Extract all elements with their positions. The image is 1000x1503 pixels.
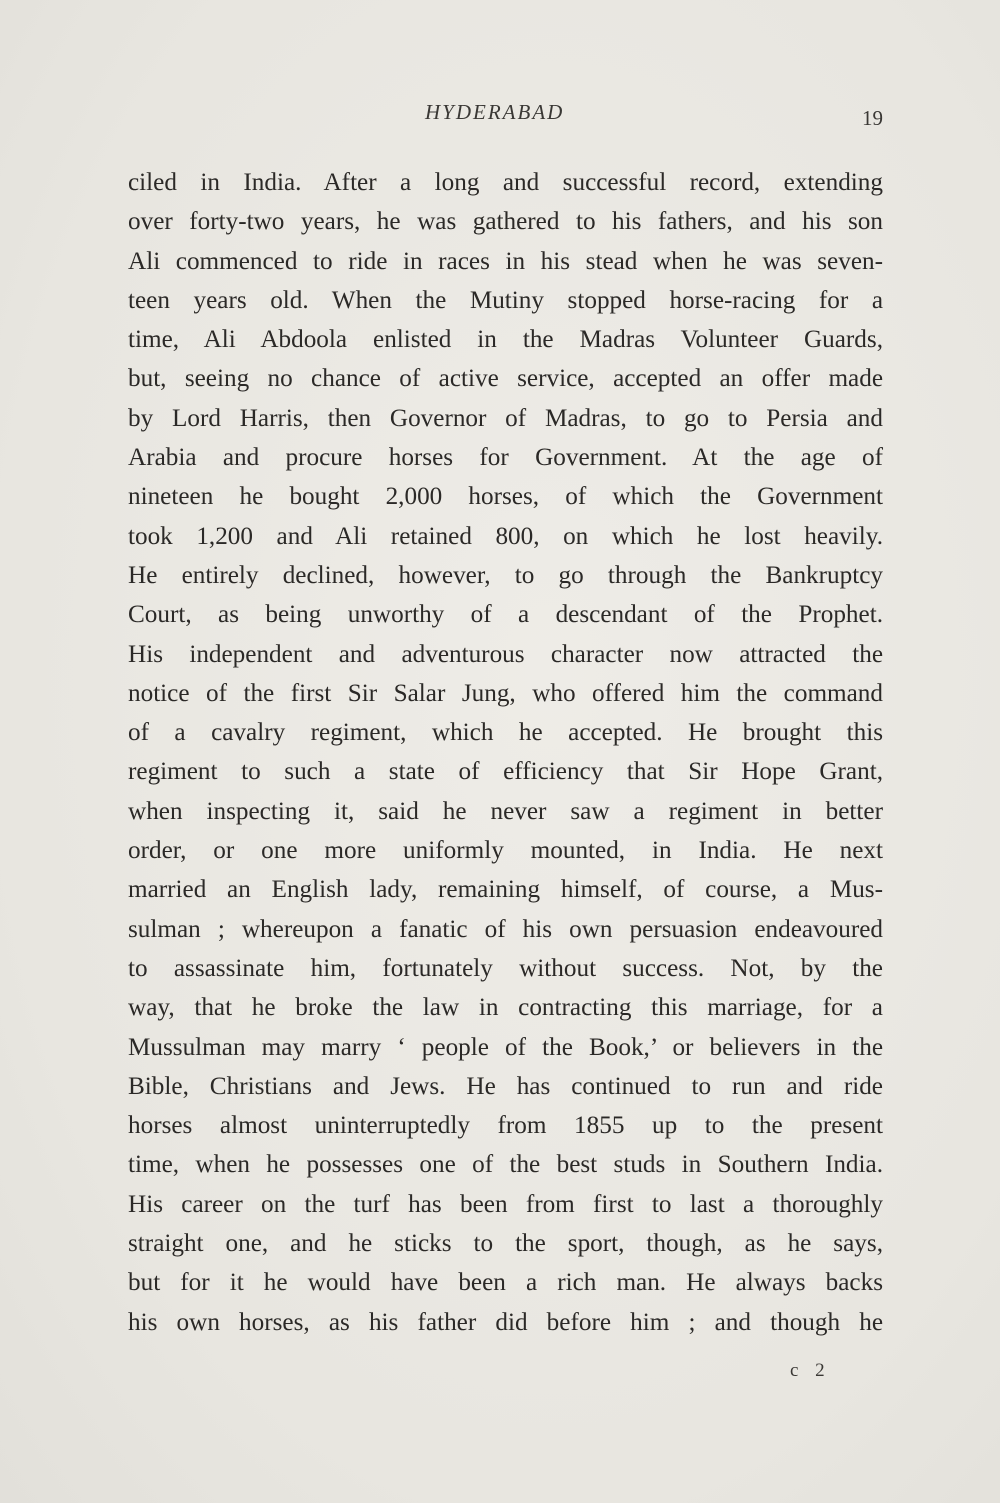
text-line: horses almost uninterruptedly from 1855 up to the present [128, 1112, 883, 1140]
text-line: but for it he would have been a rich man. He always backs [128, 1269, 883, 1297]
text-line: time, when he possesses one of the best studs in Southern India. [128, 1151, 883, 1179]
text-line: regiment to such a state of efficiency that Sir Hope Grant, [128, 758, 883, 786]
text-line: Ali commenced to ride in races in his stead when he was seven- [128, 247, 883, 275]
text-line: Arabia and procure horses for Government. At the age of [128, 444, 883, 472]
text-line: Court, as being unworthy of a descendant of the Prophet. [128, 601, 883, 629]
text-line: His career on the turf has been from first to last a thoroughly [128, 1190, 883, 1218]
text-line: straight one, and he sticks to the sport, though, as he says, [128, 1230, 883, 1258]
text-line: Bible, Christians and Jews. He has continued to run and ride [128, 1072, 883, 1100]
text-line: His independent and adventurous character now attracted the [128, 640, 883, 668]
text-line: to assassinate him, fortunately without success. Not, by the [128, 954, 883, 982]
text-line: He entirely declined, however, to go through the Bankruptcy [128, 561, 883, 589]
text-line: way, that he broke the law in contracting this marriage, for a [128, 994, 883, 1022]
text-line: sulman ; whereupon a fanatic of his own persuasion endeavoured [128, 915, 883, 943]
page-number: 19 [862, 106, 883, 130]
text-line: of a cavalry regiment, which he accepted. He brought this [128, 719, 883, 747]
text-line: over forty-two years, he was gathered to his fathers, and his son [128, 208, 883, 236]
signature-mark: c 2 [790, 1360, 831, 1381]
text-line: teen years old. When the Mutiny stopped horse-racing for a [128, 286, 883, 314]
text-line: his own horses, as his father did before him ; and though he [128, 1308, 883, 1336]
text-line: when inspecting it, said he never saw a regiment in better [128, 797, 883, 825]
text-line: but, seeing no chance of active service, accepted an offer made [128, 365, 883, 393]
text-line: nineteen he bought 2,000 horses, of which the Government [128, 483, 883, 511]
text-line: by Lord Harris, then Governor of Madras, to go to Persia and [128, 404, 883, 432]
text-line: Mussulman may marry ‘ people of the Book,’ or believers in the [128, 1033, 883, 1061]
running-head [0, 100, 1000, 134]
running-title: HYDERABAD [425, 100, 565, 124]
text-line: married an English lady, remaining himself, of course, a Mus- [128, 876, 883, 904]
text-line: time, Ali Abdoola enlisted in the Madras Volunteer Guards, [128, 326, 883, 354]
text-line: took 1,200 and Ali retained 800, on which he lost heavily. [128, 522, 883, 550]
text-line: ciled in India. After a long and successful record, extending [128, 169, 883, 196]
body-text [128, 163, 883, 1342]
text-line: order, or one more uniformly mounted, in India. He next [128, 837, 883, 865]
text-line: notice of the first Sir Salar Jung, who offered him the command [128, 679, 883, 707]
